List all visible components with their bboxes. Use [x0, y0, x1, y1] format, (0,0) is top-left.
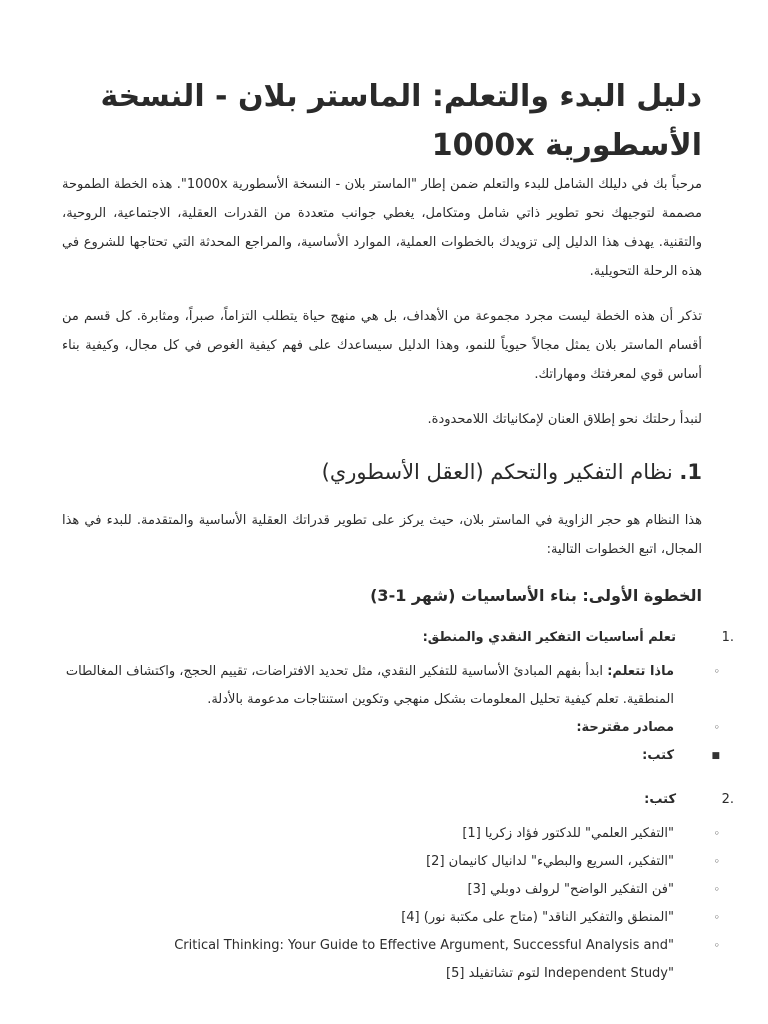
white-circle-bullet-icon: ◦ [713, 939, 720, 952]
what-text: ابدأ بفهم المبادئ الأساسية للتفكير النقدي، مثل تحديد الافتراضات، تقييم الحجج، واكتشاف المغالطات المنطقية. تعلم كيفية تحليل المعلومات بشكل منهجي وتكوين استنتاجات مدعومة بالأدلة. [65, 664, 674, 707]
white-circle-bullet-icon: ◦ [713, 883, 720, 896]
book-title-english-line-2: "Independent Study لتوم تشاتفيلد [5] [446, 966, 674, 981]
topic-heading: كتب: [644, 792, 676, 807]
white-circle-bullet-icon: ◦ [713, 827, 720, 840]
white-circle-bullet-icon: ◦ [713, 665, 720, 678]
topic-heading: تعلم أساسيات التفكير النقدي والمنطق: [422, 630, 676, 645]
topic-item-1 [62, 624, 734, 770]
section-1-description: هذا النظام هو حجر الزاوية في الماستر بلان، حيث يركز على تطوير قدراتك العقلية الأساسية والمتقدمة. للبدء في هذا المجال، اتبع الخطوات التالية: [62, 513, 702, 557]
white-circle-bullet-icon: ◦ [713, 721, 720, 734]
book-item [62, 904, 720, 932]
book-title: "التفكير، السريع والبطيء" لدانيال كانيمان [2] [426, 854, 674, 869]
book-title: "فن التفكير الواضح" لرولف دوبلي [3] [467, 882, 674, 897]
intro-paragraph-2: تذكر أن هذه الخطة ليست مجرد مجموعة من الأهداف، بل هي منهج حياة يتطلب التزاماً، صبراً، ومثابرة. كل قسم من أقسام الماستر بلان يمثل مجالاً حيوياً للنمو، وهذا الدليل سيساعدك على فهم كيفية الغوص في كل مجال، وكيفية بناء أساس قوي لمعرفتك ومهاراتك. [62, 309, 702, 382]
book-title-english-line-1: Critical Thinking: Your Guide to Effective Argument, Successful Analysis and" [174, 938, 674, 953]
white-circle-bullet-icon: ◦ [713, 855, 720, 868]
topic-number: 2. [721, 792, 734, 807]
what-label: ماذا تتعلم: [607, 664, 674, 679]
book-item [62, 848, 720, 876]
topic-number: 1. [721, 630, 734, 645]
section-1-heading [62, 454, 702, 490]
topic-item-2 [62, 786, 734, 988]
book-item [62, 876, 720, 904]
black-square-bullet-icon: ■ [711, 751, 720, 761]
list-item-resources [62, 714, 720, 742]
list-item-books-label [62, 742, 720, 770]
topics-list [62, 624, 734, 988]
intro-paragraph-1: مرحباً بك في دليلك الشامل للبدء والتعلم ضمن إطار "الماستر بلان - النسخة الأسطورية 1000x". هذه الخطة الطموحة مصممة لتوجيهك نحو تطوير ذاتي شامل ومتكامل، يغطي جوانب متعددة من القدرات العقلية، الاجتماعية، الروحية، والتقنية. يهدف هذا الدليل إلى تزويدك بالخطوات العملية، الموارد الأساسية، والمراجع المحدثة التي تحتاجها للشروع في هذه الرحلة التحويلية. [62, 177, 702, 279]
section-1-title: نظام التفكير والتحكم (العقل الأسطوري) [321, 460, 673, 484]
book-item [62, 820, 720, 848]
books-list [62, 820, 720, 988]
list-item-what [62, 658, 720, 714]
section-1-number: 1. [679, 460, 702, 484]
step-1-heading: الخطوة الأولى: بناء الأساسيات (شهر 1-3) [370, 586, 702, 605]
book-title: "المنطق والتفكير الناقد" (متاح على مكتبة نور) [4] [401, 910, 674, 925]
white-circle-bullet-icon: ◦ [713, 911, 720, 924]
intro-paragraph-3: لنبدأ رحلتك نحو إطلاق العنان لإمكانياتك اللامحدودة. [427, 412, 702, 427]
topic-sublist [62, 658, 720, 770]
resources-label: مصادر مقترحة: [576, 720, 674, 735]
books-label: كتب: [642, 748, 674, 763]
book-item-english [62, 932, 720, 988]
document-title: دليل البدء والتعلم: الماستر بلان - النسخة الأسطورية 1000x [100, 79, 702, 163]
book-title: "التفكير العلمي" للدكتور فؤاد زكريا [1] [462, 826, 674, 841]
